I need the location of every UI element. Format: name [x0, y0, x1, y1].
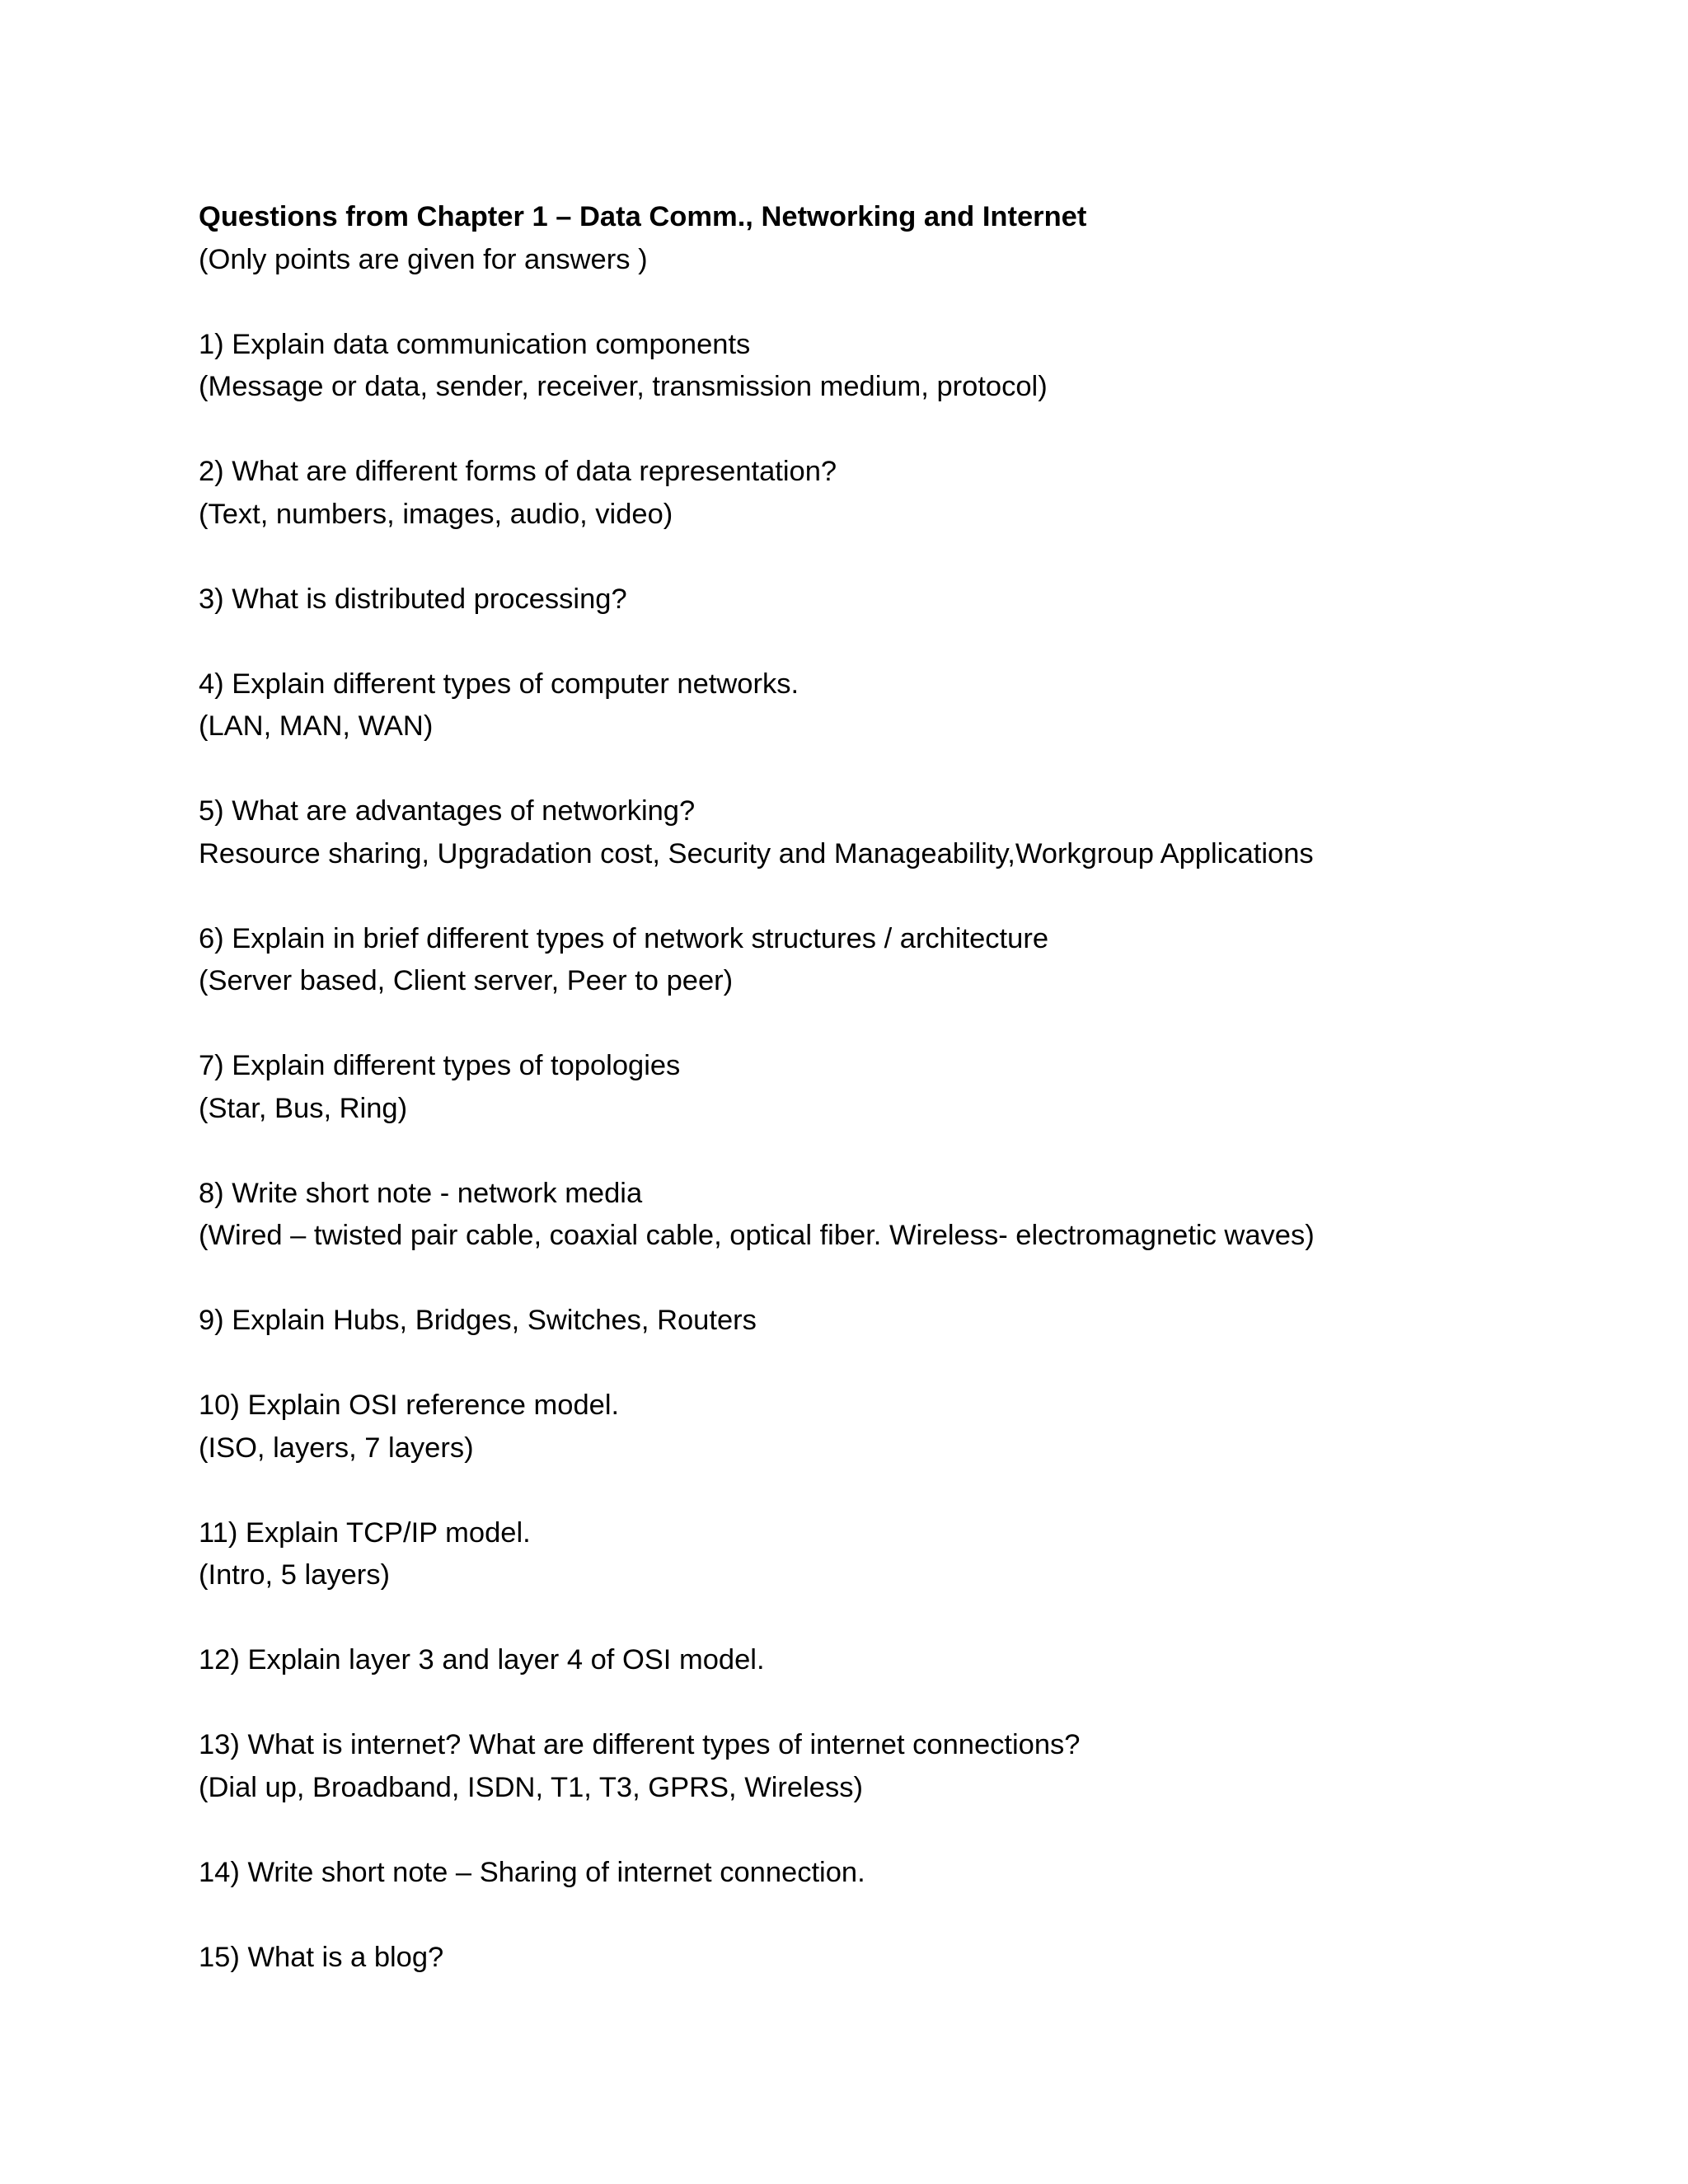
document-subtitle: (Only points are given for answers ) [199, 243, 648, 275]
question-list [199, 324, 1600, 1980]
question-item [199, 1385, 1600, 1512]
question-item [199, 1852, 1600, 1937]
question-text: 7) Explain different types of topologies [199, 1050, 681, 1081]
spacer [199, 409, 1600, 452]
answer-points: (Server based, Client server, Peer to peer) [199, 965, 734, 996]
question-item [199, 1173, 1600, 1301]
question-text: 14) Write short note – Sharing of internet connection. [199, 1856, 865, 1888]
spacer [199, 281, 1600, 324]
question-text: 5) What are advantages of networking? [199, 795, 696, 827]
spacer [199, 1003, 1600, 1046]
question-item [199, 451, 1600, 579]
spacer [199, 621, 1600, 663]
question-item [199, 1300, 1600, 1385]
answer-points: (Star, Bus, Ring) [199, 1092, 408, 1124]
question-text: 13) What is internet? What are different types of internet connections? [199, 1729, 1081, 1760]
question-text: 12) Explain layer 3 and layer 4 of OSI model. [199, 1644, 765, 1675]
spacer [199, 1682, 1600, 1725]
question-item [199, 1639, 1600, 1724]
question-text: 10) Explain OSI reference model. [199, 1390, 620, 1421]
question-text: 11) Explain TCP/IP model. [199, 1516, 531, 1549]
answer-points: (Text, numbers, images, audio, video) [199, 498, 673, 530]
question-item [199, 918, 1600, 1046]
question-text: 6) Explain in brief different types of network structures / architecture [199, 922, 1049, 954]
spacer [199, 1894, 1600, 1937]
question-text: 2) What are different forms of data representation? [199, 456, 837, 487]
spacer [199, 1597, 1600, 1640]
question-text: 15) What is a blog? [199, 1941, 444, 1973]
spacer [199, 875, 1600, 918]
spacer [199, 1258, 1600, 1301]
answer-points: (Dial up, Broadband, ISDN, T1, T3, GPRS, Wireless) [199, 1771, 863, 1803]
question-text: 4) Explain different types of computer networks. [199, 668, 799, 700]
answer-points: (ISO, layers, 7 layers) [199, 1432, 474, 1464]
question-item [199, 1512, 1600, 1640]
question-item [199, 579, 1600, 663]
question-item [199, 324, 1600, 452]
spacer [199, 748, 1600, 791]
answer-points: (LAN, MAN, WAN) [199, 710, 434, 742]
question-text: 9) Explain Hubs, Bridges, Switches, Routers [199, 1305, 757, 1336]
question-item [199, 790, 1600, 918]
question-text: 8) Write short note - network media [199, 1177, 643, 1209]
spacer [199, 1343, 1600, 1385]
spacer [199, 1469, 1600, 1512]
answer-points: (Message or data, sender, receiver, transmission medium, protocol) [199, 371, 1048, 402]
spacer [199, 1130, 1600, 1173]
question-item [199, 663, 1600, 791]
question-text: 3) What is distributed processing? [199, 583, 627, 615]
document-title: Questions from Chapter 1 – Data Comm., Networking and Internet [199, 201, 1087, 232]
spacer [199, 536, 1600, 579]
question-item [199, 1937, 1600, 1980]
spacer [199, 1809, 1600, 1852]
question-item [199, 1724, 1600, 1852]
question-text: 1) Explain data communication components [199, 328, 751, 360]
answer-points: Resource sharing, Upgradation cost, Security and Manageability,Workgroup Applications [199, 837, 1314, 869]
question-item [199, 1045, 1600, 1173]
answer-points: (Intro, 5 layers) [199, 1559, 390, 1591]
document-body [199, 196, 1600, 1979]
answer-points: (Wired – twisted pair cable, coaxial cable, optical fiber. Wireless- electromagnetic waves) [199, 1220, 1315, 1251]
